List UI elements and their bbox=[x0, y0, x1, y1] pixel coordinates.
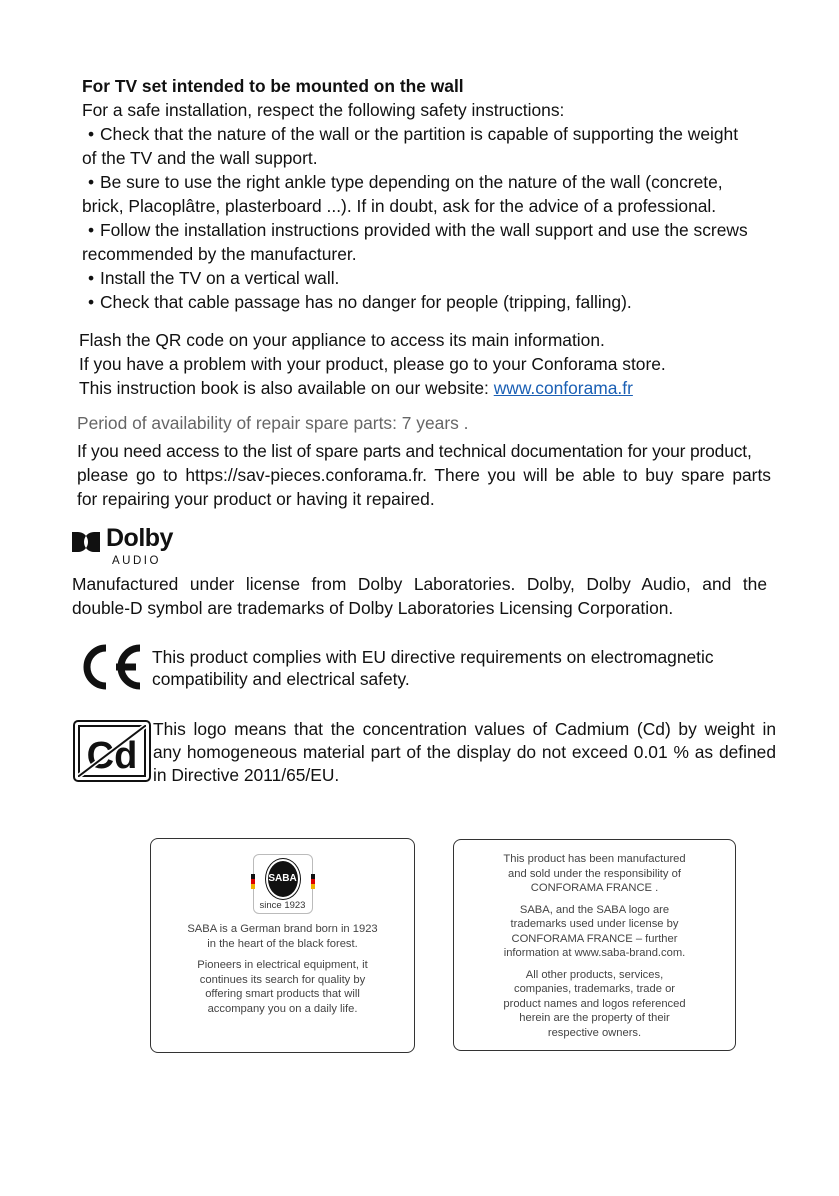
qr-text: Flash the QR code on your appliance to access its main information. bbox=[79, 330, 605, 350]
spare-period: Period of availability of repair spare parts: 7 years . bbox=[77, 413, 469, 433]
section-title: For TV set intended to be mounted on the wall bbox=[82, 76, 464, 96]
bullet-text: brick, Placoplâtre, plasterboard ...). If in doubt, ask for the advice of a professional. bbox=[82, 196, 717, 216]
intro: For a safe installation, respect the following safety instructions: bbox=[82, 100, 565, 120]
svg-text:Cd: Cd bbox=[86, 735, 138, 777]
bullet-text: Install the TV on a vertical wall. bbox=[100, 268, 340, 288]
wall-mount-section bbox=[82, 74, 748, 314]
bullet-icon: • bbox=[87, 292, 95, 312]
website-link[interactable]: www.conforama.fr bbox=[493, 378, 633, 398]
bullet-text: Be sure to use the right ankle type depending on the nature of the wall (concrete, bbox=[100, 172, 723, 192]
bullet-text: Check that the nature of the wall or the partition is capable of supporting the weight bbox=[100, 124, 739, 144]
bullet-icon: • bbox=[87, 268, 95, 288]
spare-parts-section bbox=[77, 411, 771, 511]
spare-line: for repairing your product or having it repaired. bbox=[77, 489, 435, 509]
bullet-icon: • bbox=[87, 172, 95, 192]
german-flag-icon bbox=[251, 874, 255, 889]
spare-line: If you need access to the list of spare parts and technical documentation for your product, bbox=[77, 441, 752, 461]
saba-info-box: SABA since 1923 SABA is a German brand born in 1923 in the heart of the black forest. Pioneers in electrical equipment, it continues its search for quality by offering smart products that will accompany you on a daily life. bbox=[150, 838, 415, 1053]
german-flag-icon bbox=[311, 874, 315, 889]
spare-line: please go to https://sav-pieces.conforama.fr. There you will be able to buy spare parts bbox=[77, 465, 771, 485]
info-section bbox=[79, 328, 666, 400]
ce-mark-icon bbox=[80, 644, 142, 695]
bullet-text: Follow the installation instructions provided with the wall support and use the screws bbox=[100, 220, 748, 240]
problem-text: If you have a problem with your product, please go to your Conforama store. bbox=[79, 354, 666, 374]
dolby-text: Manufactured under license from Dolby Laboratories. Dolby, Dolby Audio, and the double-D symbol are trademarks of Dolby Laboratories Licensing Corporation. bbox=[72, 574, 767, 618]
book-text: This instruction book is also available on our website: bbox=[79, 378, 494, 398]
saba-logo: SABA since 1923 bbox=[253, 854, 313, 914]
bullet-text: Check that cable passage has no danger for people (tripping, falling). bbox=[100, 292, 632, 312]
bullet-icon: • bbox=[87, 124, 95, 144]
bullet-icon: • bbox=[87, 220, 95, 240]
ce-text: This product complies with EU directive requirements on electromagnetic compatibility and electrical safety. bbox=[152, 647, 714, 689]
cadmium-text: This logo means that the concentration values of Cadmium (Cd) by weight in any homogeneous material part of the display do not exceed 0.01 % as defined in Directive 2011/65/EU. bbox=[153, 719, 776, 785]
document-page: For TV set intended to be mounted on the wall For a safe installation, respect the following safety instructions: • Check that the nature of the wall or the partition is capable of supporting the weight of the TV and the wall support. • Be sure to use the right ankle type depending on the nature of the wall (concrete, brick, Placoplâtre, plasterboard ...). If in doubt, ask for the advice of a professional. • Follow the installation instructions provided with the wall support and use the screws recommended by the manufacturer. • Install the TV on a vertical wall. • Check that cable passage has no danger for people (tripping, falling). Flash the QR code on your appliance to access its main information. If you have a problem with your product, please go to your Conforama store. This instruction book is also available on our website: www.conforama.fr Period of availability of repair spare parts: 7 years . If you need access to the list of spare parts and technical documentation for your product, please go to https://sav-pieces.conforama.fr. There you will be able to buy spare parts for repairing your product or having it repaired. Dolby AUDIO Manufactured under license from Dolby Laboratories. Dolby, Dolby Audio, and the double-D symbol are trademarks of Dolby Laboratories Licensing Corporation. This product complies with EU directive requirements on electromagnetic compatibility and electrical safety. Cd This logo means that the concentration values of Cadmium (Cd) by weight in any homogeneous material part of the display do not exceed 0.01 % as defined in Directive 2011/65/EU. SABA since 1923 SABA is a German brand born in 1923 in the heart of the black forest. Pioneers in electrical equipment, it continues its search for quality by offering smart products that will accompany you on a daily life. This product has been manufactured and sold under the responsibility of CONFORAMA FRANCE . SABA, and the SABA logo are trademarks used under license by CONFORAMA FRANCE – further information at www.saba-brand.com. All other products, services, companies, trademarks, trade or product names and logos referenced herein are the property of their respective owners. bbox=[0, 0, 839, 1196]
cadmium-logo-icon bbox=[73, 720, 151, 787]
bullet-text: of the TV and the wall support. bbox=[82, 148, 318, 168]
legal-info-box: This product has been manufactured and sold under the responsibility of CONFORAMA FRANCE . SABA, and the SABA logo are trademarks used under license by CONFORAMA FRANCE – further information at www.saba-brand.com. All other products, services, companies, trademarks, trade or product names and logos referenced herein are the property of their respective owners. bbox=[453, 839, 736, 1051]
bullet-text: recommended by the manufacturer. bbox=[82, 244, 357, 264]
